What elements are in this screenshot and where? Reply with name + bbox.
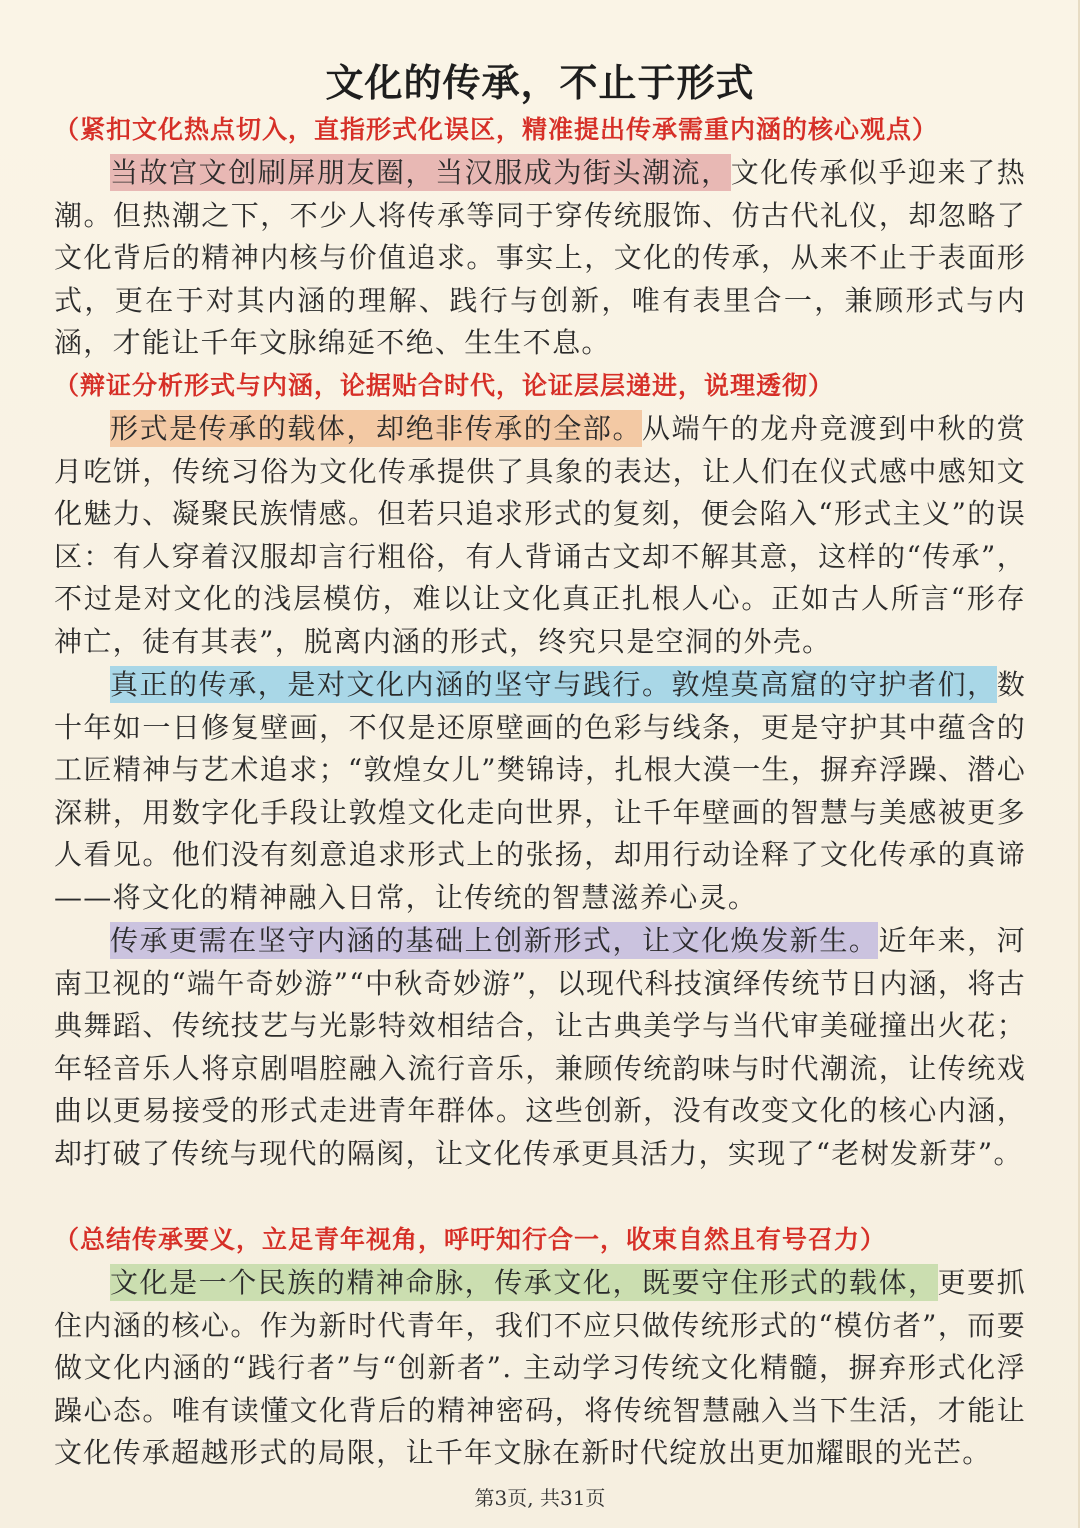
highlight-3: 真正的传承，是对文化内涵的坚守与践行。敦煌莫高窟的守护者们， <box>110 668 997 701</box>
paragraph-4-text: 近年来，河南卫视的“端午奇妙游”“中秋奇妙游”，以现代科技演绎传统节日内涵，将古典舞蹈、传统技艺与光影特效相结合，让古典美学与当代审美碰撞出火花；年轻音乐人将京剧唱腔融入流行音乐，兼顾传统韵味与时代潮流，让传统戏曲以更易接受的形式走进青年群体。这些创新，没有改变文化的核心内涵，却打破了传统与现代的隔阂，让文化传承更具活力，实现了“老树发新芽”。 <box>54 924 1026 1170</box>
paragraph-2 <box>54 408 1026 664</box>
paragraph-3-text: 数十年如一日修复壁画，不仅是还原壁画的色彩与线条，更是守护其中蕴含的工匠精神与艺术追求；“敦煌女儿”樊锦诗，扎根大漠一生，摒弃浮躁、潜心深耕，用数字化手段让敦煌文化走向世界，让千年壁画的智慧与美感被更多人看见。他们没有刻意追求形式上的张扬，却用行动诠释了文化传承的真谛——将文化的精神融入日常，让传统的智慧滋养心灵。 <box>54 668 1026 914</box>
paragraph-5 <box>54 1262 1026 1475</box>
paragraph-5-text: 更要抓住内涵的核心。作为新时代青年，我们不应只做传统形式的“模仿者”，而要做文化内涵的“践行者”与“创新者”. 主动学习传统文化精髓，摒弃形式化浮躁心态。唯有读懂文化背后的精神密码，将传统智慧融入当下生活，才能让文化传承超越形式的局限，让千年文脉在新时代绽放出更加耀眼的光芒。 <box>54 1266 1026 1470</box>
highlight-5: 文化是一个民族的精神命脉，传承文化，既要守住形式的载体， <box>110 1266 938 1299</box>
paragraph-4 <box>54 920 1026 1176</box>
paragraph-1 <box>54 152 1026 365</box>
page-number: 第3页, 共31页 <box>474 1486 606 1510</box>
paragraph-3 <box>54 664 1026 920</box>
comment-conclusion: （总结传承要义，立足青年视角，呼吁知行合一，收束自然且有号召力） <box>54 1225 887 1254</box>
page-title: 文化的传承，不止于形式 <box>325 60 755 105</box>
highlight-4: 传承更需在坚守内涵的基础上创新形式，让文化焕发新生。 <box>110 924 879 957</box>
paragraph-2-text: 从端午的龙舟竞渡到中秋的赏月吃饼，传统习俗为文化传承提供了具象的表达，让人们在仪式感中感知文化魅力、凝聚民族情感。但若只追求形式的复刻，便会陷入“形式主义”的误区：有人穿着汉服却言行粗俗，有人背诵古文却不解其意，这样的“传承”，不过是对文化的浅层模仿，难以让文化真正扎根人心。正如古人所言“形存神亡，徒有其表”，脱离内涵的形式，终究只是空洞的外壳。 <box>54 412 1026 658</box>
paragraph-1-text: 文化传承似乎迎来了热潮。但热潮之下，不少人将传承等同于穿传统服饰、仿古代礼仪，却忽略了文化背后的精神内核与价值追求。事实上，文化的传承，从来不止于表面形式，更在于对其内涵的理解、践行与创新，唯有表里合一，兼顾形式与内涵，才能让千年文脉绵延不绝、生生不息。 <box>54 156 1026 360</box>
comment-body: （辩证分析形式与内涵，论据贴合时代，论证层层递进，说理透彻） <box>54 371 835 400</box>
highlight-1: 当故宫文创刷屏朋友圈，当汉服成为街头潮流， <box>110 156 731 189</box>
comment-intro: （紧扣文化热点切入，直指形式化误区，精准提出传承需重内涵的核心观点） <box>54 115 939 144</box>
highlight-2: 形式是传承的载体，却绝非传承的全部。 <box>110 412 643 445</box>
